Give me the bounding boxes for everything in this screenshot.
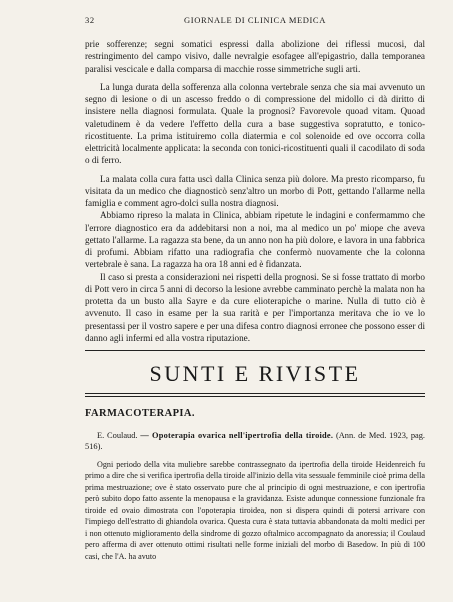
citation-source: (Ann. de Med. 1923, pag. 516). [85, 430, 426, 451]
paragraph: La malata colla cura fatta uscì dalla Clinica senza più dolore. Ma presto ricomparso, fu visitata da un medico che diagnosticò senz'altro un morbo di Pott, gettando l'allarme nella famiglia e comment agro-dolci sulla nostra diagnosi. [85, 173, 425, 208]
abstract-text: Ogni periodo della vita muliebre sarebbe contrassegnato da ipertrofia della tiroide Heidenreich fu primo a dire che si verifica ipertrofia della tiroide all'inizio della vita sessuale femminile cioè prima della prima mestruazione; ove è stato osservato pure che al principio di ogni mestruazione, e con ipertrofia però subito dopo fatto assente la menopausa e la gravidanza. Esiste adunque connessione funzionale fra tiroide ed ovaio dimostrata con l'opoterapia tiroidea, non si dispera quindi di potersi arrivare con l'impiego dell'estratto di ghiandola ovarica. Questa cura è stata tuttavia abbandonata da molti medici per i non ottenuto miglioramento della sindrome di gozzo oftalmico accompagnato da anoressia; il Coulaud pero afferma di aver ottenuto ottimi risultati nelle forme iniziali del morbo di Basedow. In più di 100 casi, che l'A. ha avuto [85, 459, 425, 561]
journal-title: GIORNALE DI CLINICA MEDICA [184, 15, 326, 25]
subheading: FARMACOTERAPIA. [85, 407, 195, 419]
paragraph: Il caso si presta a considerazioni nei rispetti della prognosi. Se si fosse trattato di morbo di Pott vero in circa 5 anni di decorso la lesione avrebbe camminato perchè la malata non ha protetta da un busto alla Sayre e da cure elioterapiche o marine. Nulla di tutto ciò è avvenuto. Il caso in esame per la sua rarità e per l'importanza meritava che io ve lo presentassi per il vostro sapere e per una difesa contro diagnosi erronee che possono esser di danno agli infermi ed alla vostra riputazione. [85, 271, 425, 343]
paragraph: Abbiamo ripreso la malata in Clinica, abbiam ripetute le indagini e confermammo che l'errore diagnostico era da addebitarsi non a noi, ma al medico un po' miope che aveva gettato l'allarme. La ragazza sta bene, da un anno non ha più dolore, e lavora in una fabbrica di profumi. Abbiam rifatto una radiografia che confermò nuovamente che la colonna vertebrale è sana. La ragazza ha ora 18 anni ed è fidanzata. [85, 210, 425, 270]
citation-title: — Opoterapia ovarica nell'ipertrofia della tiroide. [140, 430, 334, 440]
section-rule-bottom [85, 393, 425, 394]
paragraph: La lunga durata della sofferenza alla colonna vertebrale senza che sia mai avvenuto un segno di lesione o di un ascesso freddo o di compressione del midollo ci dà diritto di insistere nella diagnosi formulata. Quale la prognosi? Favorevole quoad vitam. Quoad valetudinem è da vedere l'effetto della cura a base suggestiva sopratutto, e tonico-ricostituente. La prima istituiremo colla diatermia e col solenoide ed ove occorra colla elettricità localmente applicata: la seconda con tonici-ricostituenti quali il cacodilato di soda o di ferro. [85, 81, 425, 166]
paragraph: prie sofferenze; segni somatici espressi dalla abolizione dei riflessi mucosi, dal restringimento del campo visivo, dalle nevralgie esofagee all'epigastrio, dalla temporanea paralisi vescicale e dalla comparsa di macchie rosse simmetriche sugli arti. [85, 39, 425, 74]
article-body [85, 38, 425, 562]
section-title: SUNTI E RIVISTE [149, 361, 361, 386]
page-number: 32 [85, 15, 95, 25]
citation-author: E. Coulaud. [97, 430, 138, 440]
section-rule-top [85, 350, 425, 351]
running-header [85, 15, 425, 27]
section-rule-bottom-thin [85, 396, 425, 397]
citation [85, 430, 425, 453]
